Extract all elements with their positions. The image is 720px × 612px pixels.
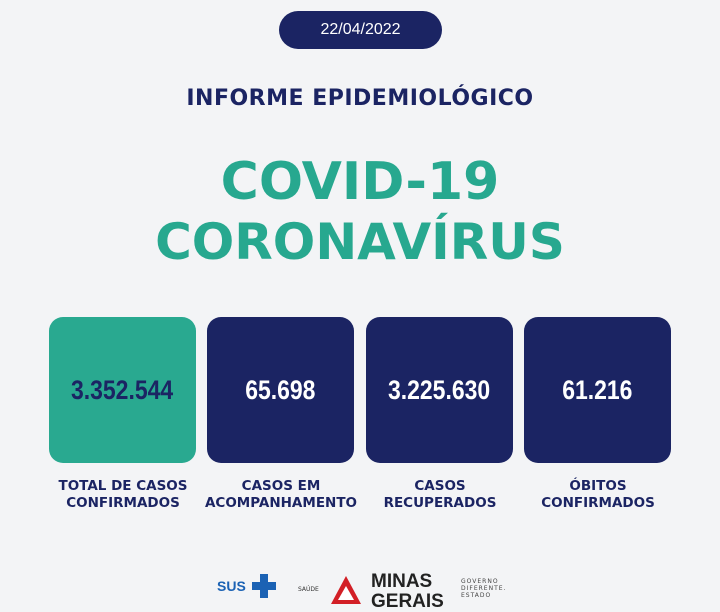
gov-line: DIFERENTE. [461, 585, 507, 592]
stat-label-monitoring [196, 478, 366, 512]
stat-label-line: CASOS EM [241, 478, 321, 494]
stat-label-line: RECUPERADOS [383, 495, 497, 511]
subtitle: INFORME EPIDEMIOLÓGICO [186, 86, 534, 111]
sus-cross-icon [252, 574, 276, 598]
minas-gerais-triangle-icon [329, 574, 363, 608]
stat-label-line: CONFIRMADOS [66, 495, 180, 511]
sus-logo: SUS [217, 578, 246, 594]
stat-value-deaths: 61.216 [562, 374, 633, 405]
stat-card-total-cases [49, 317, 196, 463]
stat-card-recovered [366, 317, 513, 463]
footer-logos [0, 570, 720, 612]
government-slogan [461, 578, 506, 599]
date-badge: 22/04/2022 [279, 11, 442, 49]
gov-line: GOVERNO [461, 578, 499, 585]
title-coronavirus: CORONAVÍRUS [155, 213, 565, 271]
stat-value-monitoring: 65.698 [245, 374, 316, 405]
stat-card-monitoring [207, 317, 354, 463]
mg-line: MINAS [371, 571, 433, 592]
gov-line: ESTADO [461, 592, 492, 599]
stat-label-recovered [355, 478, 525, 512]
stat-value-total-cases: 3.352.544 [71, 374, 174, 405]
stat-label-line: CONFIRMADOS [541, 495, 655, 511]
mg-line: GERAIS [371, 591, 444, 612]
stat-label-total-cases [38, 478, 208, 512]
title-covid: COVID-19 [220, 152, 500, 212]
stat-value-recovered: 3.225.630 [388, 374, 491, 405]
saude-label: SAÚDE [298, 586, 319, 593]
stat-label-line: ÓBITOS [569, 478, 627, 494]
stat-label-line: CASOS [414, 478, 466, 494]
stat-label-deaths [513, 478, 683, 512]
stat-card-deaths [524, 317, 671, 463]
minas-gerais-logo-text [371, 572, 444, 612]
stat-label-line: ACOMPANHAMENTO [204, 495, 358, 511]
stat-label-line: TOTAL DE CASOS [58, 478, 188, 494]
